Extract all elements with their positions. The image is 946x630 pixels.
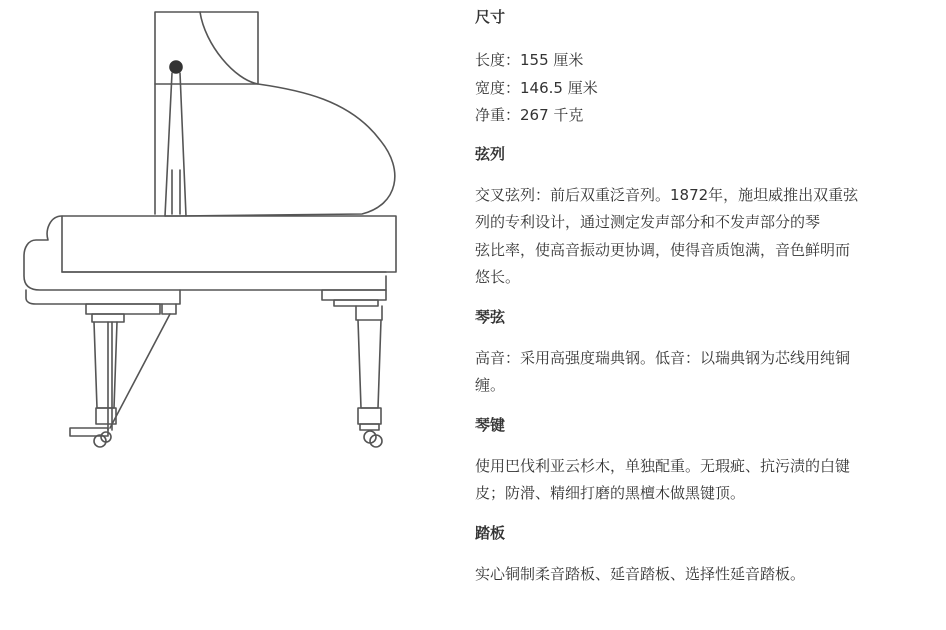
lid-outline	[165, 12, 395, 216]
grand-piano-side-view-icon	[18, 8, 408, 458]
strings-layout-heading: 弦列	[475, 144, 506, 163]
strings-layout-line: 悠长。	[475, 268, 521, 286]
left-leg-block	[86, 304, 160, 314]
keys-line: 使用巴伐利亚云杉木，单独配重。无瑕疵、抗污渍的白键	[475, 456, 851, 475]
strings-layout-line: 交叉弦列：前后双重泛音列。1872年，施坦威推出双重弦	[475, 185, 859, 204]
left-leg	[94, 322, 117, 408]
strings-line: 高音：采用高强度瑞典钢。低音：以瑞典钢为芯线用纯铜	[475, 348, 851, 367]
weight-value: 净重：267 千克	[475, 106, 584, 124]
pedals-heading: 踏板	[475, 523, 506, 542]
lid-prop-stick	[165, 73, 186, 216]
strings-layout-line: 弦比率，使高音振动更协调，使得音质饱满，音色鲜明而	[475, 240, 851, 259]
strings-layout-line: 列的专利设计，通过测定发声部分和不发声部分的琴	[475, 213, 821, 231]
grand-piano-illustration	[18, 8, 408, 458]
right-leg	[358, 320, 381, 408]
strings-line: 缠。	[475, 376, 506, 394]
strings-heading: 琴弦	[475, 307, 506, 326]
width-value: 宽度：146.5 厘米	[475, 78, 598, 97]
length-value: 长度：155 厘米	[475, 51, 584, 69]
specs-panel	[475, 6, 930, 588]
lid-prop-panel	[155, 12, 258, 84]
size-heading: 尺寸	[475, 8, 506, 26]
keybed-lower	[26, 290, 180, 304]
right-leg-block	[322, 290, 386, 300]
keybed-front	[24, 216, 386, 290]
pedal-lyre-top	[162, 304, 176, 314]
keys-line: 皮；防滑、精细打磨的黑檀木做黑键顶。	[475, 484, 746, 502]
piano-body	[62, 216, 396, 272]
lid-prop-knob	[170, 61, 182, 73]
pedal-lyre-rod	[110, 314, 170, 428]
pedals-line: 实心铜制柔音踏板、延音踏板、选择性延音踏板。	[475, 564, 806, 583]
keys-heading: 琴键	[475, 415, 506, 434]
